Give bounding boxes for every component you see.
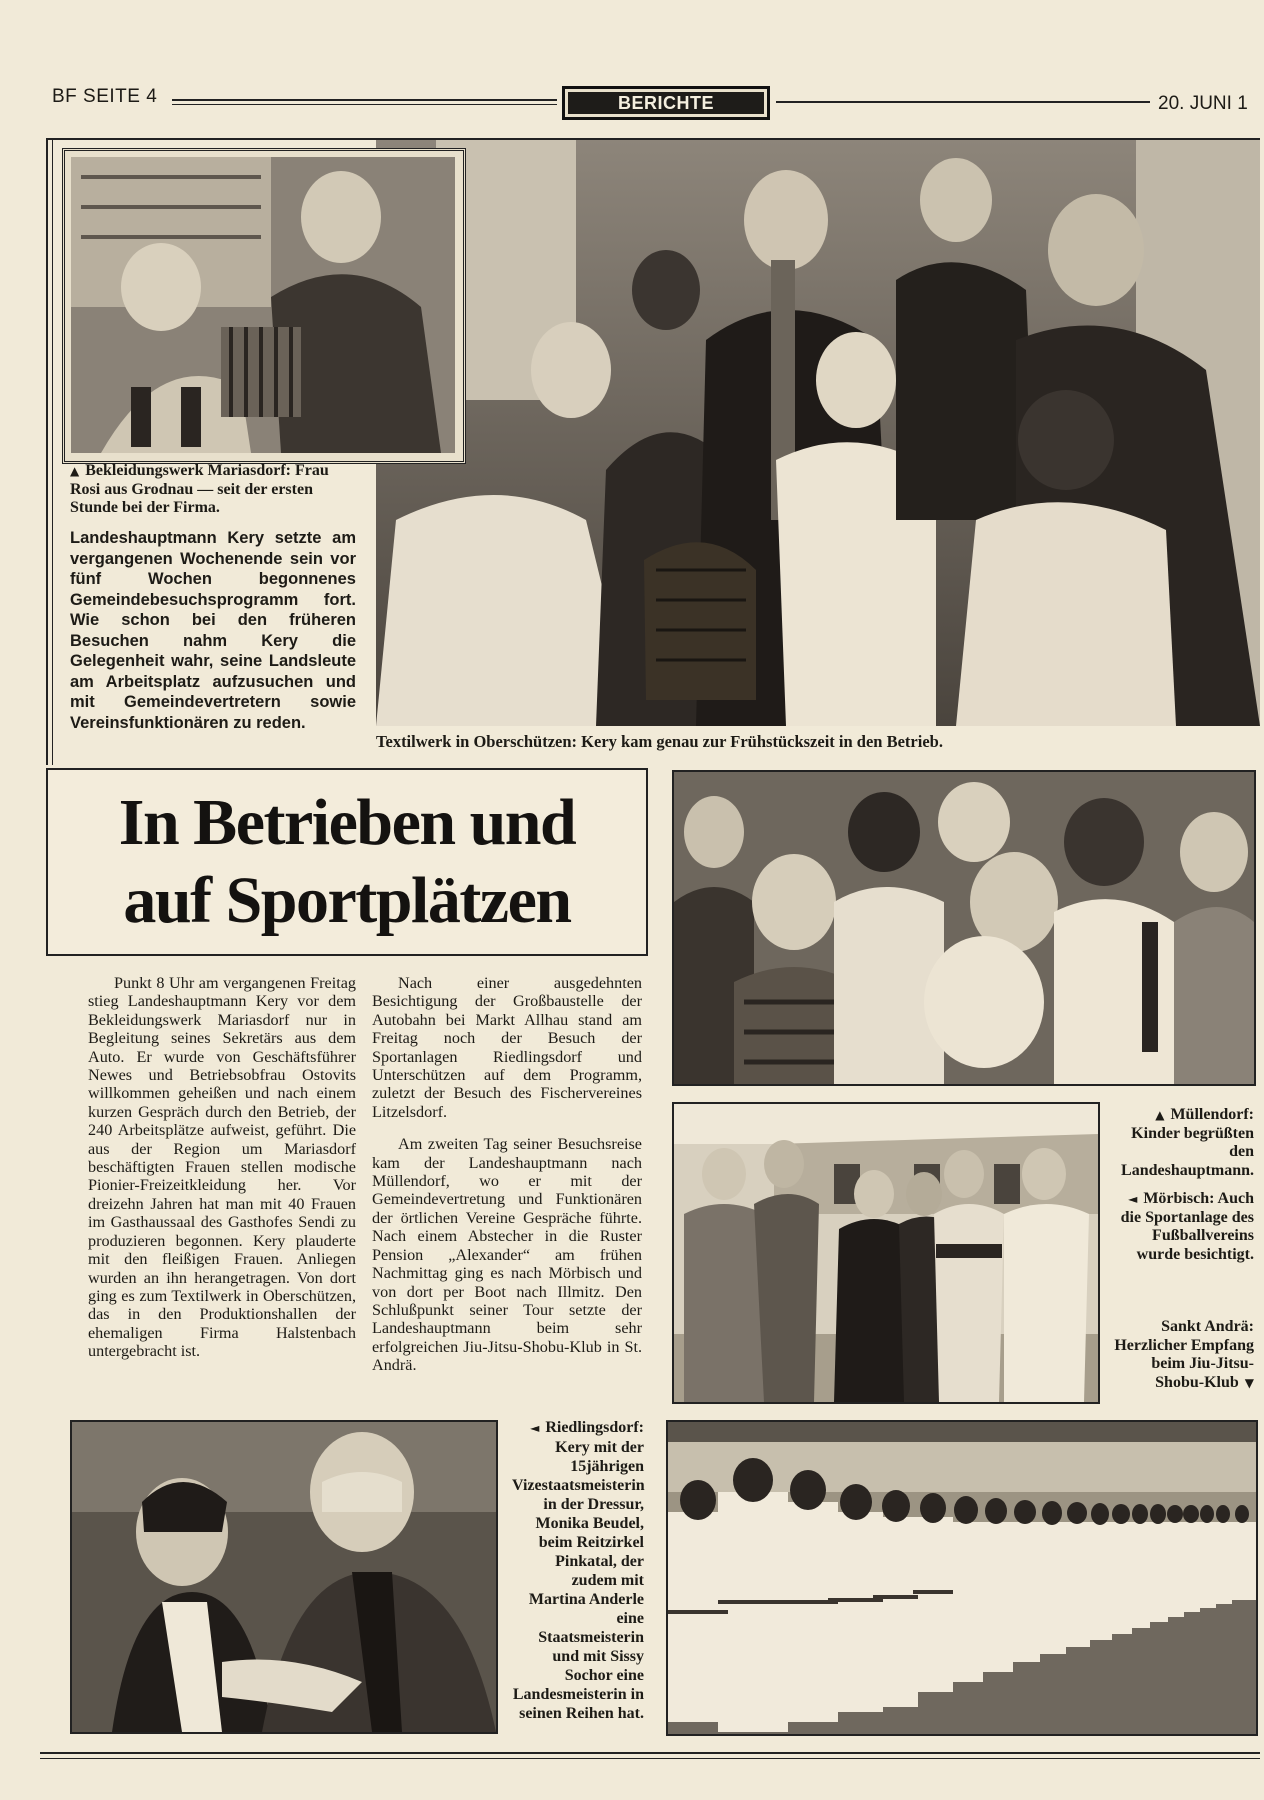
article-column-1 [88,974,356,1375]
photo-bekleidungswerk [71,157,455,453]
photo-sankt-andrae [666,1420,1258,1736]
caption-muellendorf-text: Müllendorf: Kinder begrüßten den Landeshauptmann. [1121,1106,1254,1179]
headline-box [46,768,648,956]
article-col2-paragraph-2: Am zweiten Tag seiner Besuchsreise kam der Landeshauptmann nach Müllendorf, wo er mit der Gemeindevertretung und Funktionären der örtlichen Vereine Gespräche führte. Nach einem Abstecher in die Ruster Pension „Alexander“ am frühen Nachmittag ging es nach Mörbisch und von dort per Boot nach Illmitz. Den Schlußpunkt seiner Tour setzte der Landeshauptmann beim sehr erfolgreichen Jiu-Jitsu-Shobu-Klub in St. Andrä. [372,1135,642,1375]
header-rule-left [172,99,557,101]
photo-bekleidungswerk-frame [62,148,466,464]
caption-sankt-andrae [1108,1318,1254,1392]
triangle-up-icon: ▲ [70,464,80,478]
caption-bekleidungswerk-text: Bekleidungswerk Mariasdorf: Frau Rosi aus Grodnau — seit der ersten Stunde bei der Firma. [70,462,329,516]
photo-textilwerk [376,140,1260,726]
triangle-down-icon: ▼ [1244,1375,1254,1390]
section-label-box [562,86,770,120]
caption-bekleidungswerk [70,462,352,518]
caption-muellendorf [1108,1106,1254,1180]
caption-moerbisch-text: Mörbisch: Auch die Sportanlage des Fußballvereins wurde besichtigt. [1120,1190,1254,1263]
section-label: BERICHTE [568,92,764,114]
caption-riedlingsdorf-text: Riedlingsdorf: Kery mit der 15jährigen Vizestaatsmeisterin in der Dressur, Monika Beudel, beim Reitzirkel Pinkatal, der zudem mit Martina Anderle eine Staatsmeisterin und mit Sissy Sochor eine Landesmeisterin in seinen Reihen hat. [512,1419,645,1722]
triangle-left-icon: ◄ [1128,1192,1138,1206]
page-number: BF SEITE 4 [52,86,158,107]
page-frame-bottom [40,1752,1260,1759]
photo-riedlingsdorf [70,1420,498,1734]
article-col2-paragraph-1: Nach einer ausgedehnten Besichtigung der Großbaustelle der Autobahn bei Markt Allhau stand am Freitag noch der Besuch der Sportanlagen Riedlingsdorf und Unterschützen auf dem Programm, zuletzt der Besuch des Fischervereines Litzelsdorf. [372,974,642,1121]
intro-paragraph: Landeshauptmann Kery setzte am vergangenen Wochenende sein vor fünf Wochen begonnenes Gemeindebesuchsprogramm fort. Wie schon bei den früheren Besuchen nahm Kery die Gelegenheit wahr, seine Landsleute am Arbeitsplatz aufzusuchen und mit Gemeindevertretern sowie Vereinsfunktionären zu reden. [70,529,356,732]
caption-riedlingsdorf [512,1418,644,1723]
triangle-left-icon: ◄ [530,1421,540,1435]
header-rule-right [776,101,1150,103]
caption-textilwerk: Textilwerk in Oberschützen: Kery kam genau zur Frühstückszeit in den Betrieb. [376,732,943,751]
headline-line-2: auf Sportplätzen [123,864,571,937]
issue-date: 20. JUNI 1 [1158,93,1248,114]
caption-sankt-andrae-text: Sankt Andrä: Herzlicher Empfang beim Jiu-Jitsu-Shobu-Klub [1114,1318,1254,1391]
photo-muellendorf [672,770,1256,1086]
triangle-up-icon: ▲ [1155,1108,1165,1122]
header-rule-left-lower [172,104,557,105]
article-column-2 [372,974,642,1389]
caption-moerbisch [1108,1190,1254,1264]
article-col1-paragraph-1: Punkt 8 Uhr am vergangenen Freitag stieg Landeshauptmann Kery vor dem Bekleidungswerk Mariasdorf nur in Begleitung seines Sekretärs aus dem Auto. Er wurde von Geschäftsführer Newes und Betriebsobfrau Ostovits willkommen geheißen und nach einem kurzen Gespräch durch den Betrieb, der 240 Arbeitsplätze aufweist, geführt. Die aus der Region um Mariasdorf beschäftigten Frauen stellen modische Pionier-Freizeitkleidung her. Vor dreizehn Jahren hat man mit 40 Frauen im Gasthaussaal des Gasthofes Sendi zu produzieren begonnen. Kery plauderte mit den fleißigen Frauen. Anliegen wurden an ihn herangetragen. Von dort ging es zum Textilwerk in Oberschützen, das in den Produktionshallen der ehemaligen Firma Halstenbach untergebracht ist. [88,974,356,1361]
page-frame-left [46,140,53,765]
headline-line-1: In Betrieben und [118,786,576,859]
photo-moerbisch [672,1102,1100,1404]
